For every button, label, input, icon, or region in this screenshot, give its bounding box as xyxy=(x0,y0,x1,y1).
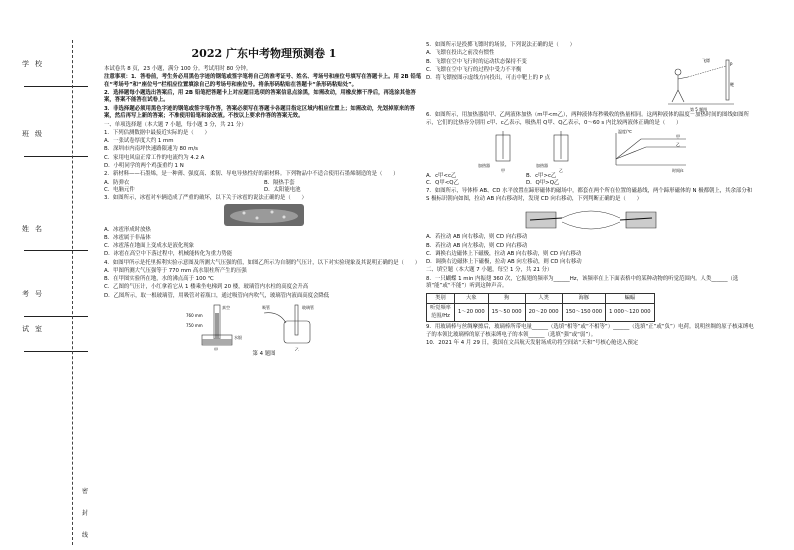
question-3 xyxy=(104,195,424,259)
q2-option-b[interactable]: B．隔热手套 xyxy=(264,179,295,186)
school-line xyxy=(24,86,88,87)
q6-option-d[interactable]: D．Q甲>Q乙 xyxy=(526,180,560,187)
table-cell: 150～150 000 xyxy=(562,304,606,322)
fig4-label-glass-tube: 玻璃管 xyxy=(302,305,314,311)
fig4-label-jia: 甲 xyxy=(214,347,218,352)
right-column xyxy=(426,42,756,348)
barometer-apparatus xyxy=(262,304,314,351)
hail-photo xyxy=(224,204,304,226)
figure-6 xyxy=(476,129,696,173)
q4-option-c[interactable]: C．乙图的气压计，小红拿着它从 1 楼乘坐电梯到 20 楼，玻璃管内水柱的高度会升高 xyxy=(104,284,309,291)
room-label: 试室 xyxy=(22,325,48,333)
q2-stem: 2．新材料——石墨烯，是一种薄、强度高、柔韧、导电导热性好的新材料。下列物品中不适合使用石墨烯制造的是（ ） xyxy=(104,171,399,178)
table-row xyxy=(427,304,655,322)
table-cell: 1～20 000 xyxy=(455,304,489,322)
figure-7 xyxy=(516,204,676,234)
question-10: 10．2021 年 4 月 29 日，我国在文昌航天发射场成功将空间站“天和”号核心舱送入预定 xyxy=(426,340,639,347)
fig5-label-dart: 飞镖 xyxy=(702,58,710,64)
figure-4 xyxy=(164,301,364,351)
table-header-cell: 蝙蝠 xyxy=(606,293,655,303)
q1-option-b[interactable]: B．深圳市内南坪快速路限速为 80 m/s xyxy=(104,146,198,153)
fig4-label-straw: 吸管 xyxy=(262,305,270,311)
q8-stem: 8．一只蝴蝶 1 min 内振翅 360 次，它振翅的频率为______Hz，该频率在上下面表格中的某种动物的听觉范围内。人类______（选填“能”或“不能”）听到这种声音。 xyxy=(426,275,739,290)
q1-option-a[interactable]: A．一张试卷厚度大约 1 mm xyxy=(104,138,174,145)
class-label: 班级 xyxy=(22,130,48,138)
seal-char-3: 线 xyxy=(82,532,89,539)
exam-no-line xyxy=(24,316,88,317)
question-1 xyxy=(104,130,424,171)
name-line xyxy=(24,250,88,251)
binding-strip xyxy=(0,0,100,550)
fig4-caption: 第 4 题图 xyxy=(252,351,276,358)
question-6 xyxy=(426,112,756,188)
question-7 xyxy=(426,188,756,267)
q5-option-a[interactable]: A．飞镖在投出之前没有惯性 xyxy=(426,50,495,57)
table-header-cell: 海豚 xyxy=(562,293,606,303)
q1-option-c[interactable]: C．家用电风扇正常工作的电流约为 4.2 A xyxy=(104,154,205,161)
q7-option-a[interactable]: A．若拉动 AB 向右移动，则 CD 向右移动 xyxy=(426,234,528,241)
section-1-heading: 一、单项选择题（本大题 7 小题，每小题 3 分，共 21 分） xyxy=(104,121,247,128)
seal-char-1: 密 xyxy=(82,488,89,495)
q3-option-c[interactable]: C．冰雹落在地面上变成水是液化现象 xyxy=(104,243,195,250)
magnet-right xyxy=(620,212,656,228)
table-header-cell: 大象 xyxy=(455,293,489,303)
fig5-label-target: 靶 xyxy=(730,82,734,88)
table-row-label: 听觉频率范围/Hz xyxy=(427,304,455,322)
q5-stem: 5．如图所示是投掷飞镖时的场景，下列说法正确的是（ ） xyxy=(426,42,575,48)
notice-2: 2．选择题每小题选出答案后，用 2B 铅笔把答题卡上对应题目选项的答案信息点涂黑，如需改动，用橡皮擦干净后，再选涂其他答案，答案不能答在试卷上。 xyxy=(104,89,416,104)
fig6-x-axis-label: 时间/s xyxy=(672,167,684,173)
table-cell: 15～50 000 xyxy=(488,304,525,322)
q6-option-c[interactable]: C．Q甲<Q乙 xyxy=(426,180,459,187)
notice-3: 3．非选择题必须用黑色字迹的钢笔或签字笔作答，答案必须写在答题卡各题目指定区域内相应位置上；如需改动，先划掉原来的答案，然后再写上新的答案；不准使用铅笔和涂改液。不按以上要求作答的答案无效。 xyxy=(104,105,416,120)
fig6-heater-label-1: 加热器 xyxy=(478,162,490,168)
q6-stem: 6．如图所示，用加热器给甲、乙两液体加热（m甲<m乙），两种液体每秒吸收的热量相同。这两种液体的温度－加热时间的图线如图所示，它们的比热容分别用 c甲、c乙表示，吸热用 Q甲、Q乙表示，0～60 s 内比较两液体正确的是（ ） xyxy=(426,112,750,126)
q4-option-d[interactable]: D．乙图所示，取一根玻璃管，用吸管对着瓶口，通过吸管向内吹气，玻璃管内液面高度会降低 xyxy=(104,292,330,299)
hearing-range-table xyxy=(426,293,655,322)
q3-option-a[interactable]: A．冰雹形成时放热 xyxy=(104,226,151,233)
q6-option-a[interactable]: A．c甲<c乙 xyxy=(426,172,457,179)
q2-option-a[interactable]: A．防弹衣 xyxy=(104,179,130,186)
q5-option-c[interactable]: C．飞镖在空中飞行的过程中受力不平衡 xyxy=(426,66,522,73)
table-cell: 20～20 000 xyxy=(525,304,562,322)
q4-option-b[interactable]: B．在甲图实验所在地，水的沸点高于 100 ℃ xyxy=(104,276,214,283)
section-2-heading: 二、填空题（本大题 7 小题，每空 1 分，共 21 分） xyxy=(426,267,553,274)
question-8 xyxy=(426,276,756,322)
q3-option-d[interactable]: D．冰雹在高空中下落过程中，机械能转化为重力势能 xyxy=(104,251,233,258)
q3-option-b[interactable]: B．冰雹属于非晶体 xyxy=(104,234,151,241)
name-label: 姓名 xyxy=(22,225,48,233)
q5-option-d[interactable]: D．将飞镖按图示虚线方向投出，可击中靶上的 P 点 xyxy=(426,75,551,82)
question-2 xyxy=(104,171,424,195)
fig6-jia-label: 甲 xyxy=(501,167,505,173)
q7-option-d[interactable]: D．调换右边磁体上下磁极，拉动 AB 向左移动，则 CD 向右移动 xyxy=(426,259,582,266)
fig6-line-jia: 甲 xyxy=(676,133,680,139)
heater-setup-jia xyxy=(478,131,510,173)
seal-line xyxy=(72,40,73,545)
fig6-yi-label: 乙 xyxy=(559,167,563,173)
torricelli-apparatus xyxy=(186,304,242,351)
question-5 xyxy=(426,42,756,112)
fig6-line-yi: 乙 xyxy=(676,141,680,147)
table-header-cell: 类别 xyxy=(427,293,455,303)
q7-option-c[interactable]: C．调换右边磁体上下磁极，拉动 AB 向右移动，则 CD 向右移动 xyxy=(426,250,582,257)
question-9: 9．用玻璃棒与丝绸摩擦后，玻璃棒所带电量______（选填“相等”或“不相等”）______（选填“正”或“负”）电荷。说明丝绸的原子核束缚电子的本领比玻璃棒的原子核束缚电子的本领______（选填“强”或“弱”）。 xyxy=(426,324,754,338)
fig4-label-750: 750 mm xyxy=(186,323,203,329)
q6-option-b[interactable]: B．c甲>c乙 xyxy=(526,172,557,179)
fig6-heater-label-2: 加热器 xyxy=(536,162,548,168)
fig6-y-axis-label: 温度/℃ xyxy=(618,128,632,134)
q1-option-d[interactable]: D．小明同学的两个鸡蛋重约 1 N xyxy=(104,163,184,170)
fig4-label-760: 760 mm xyxy=(186,313,203,319)
q4-stem: 4．如图甲所示是托里拆利实验示意图及所测大气压强的值，如图乙所示为自制的气压计，以下对实验现象及其说明正确的是（ ） xyxy=(104,259,421,266)
q5-option-b[interactable]: B．飞镖在空中飞行时的运动状态保持不变 xyxy=(426,58,527,65)
exam-title: 2022 广东中考物理预测卷 1 xyxy=(191,47,337,60)
fig4-label-yi: 乙 xyxy=(295,347,299,352)
seal-char-2: 封 xyxy=(82,510,89,517)
intro-line-1: 本试卷共 8 页，23 小题，满分 100 分。考试用时 80 分钟。 xyxy=(104,65,252,72)
table-header-row xyxy=(427,293,655,303)
temperature-graph xyxy=(616,129,686,173)
left-column xyxy=(104,42,424,360)
room-line xyxy=(24,351,88,352)
exam-no-label: 考号 xyxy=(22,290,48,298)
heater-setup-yi xyxy=(536,131,568,173)
table-header-cell: 狗 xyxy=(488,293,525,303)
table-header-cell: 人类 xyxy=(525,293,562,303)
class-line xyxy=(24,156,88,157)
figure-5 xyxy=(666,50,736,112)
notice-1: 注意事项：1．答卷前，考生务必用黑色字迹的钢笔或签字笔将自己的准考证号、姓名、考场号和座位号填写在答题卡上。用 2B 铅笔在“考场号”和“座位号”栏相应位置填涂自己的考场号和座位号。将条形码粘贴在答题卡“条形码粘贴处”。 xyxy=(104,73,422,88)
q7-option-b[interactable]: B．若拉动 AB 向左移动，则 CD 向右移动 xyxy=(426,242,528,249)
q4-option-a[interactable]: A．甲图所测大气压强等于 770 mm 高水银柱所产生的压强 xyxy=(104,267,247,274)
table-cell: 1 000～120 000 xyxy=(606,304,655,322)
q1-stem: 1．下列估测数据中最接近实际的是（ ） xyxy=(104,129,210,136)
fig4-label-mercury: 水银 xyxy=(234,335,242,341)
q2-option-c[interactable]: C．电脑元件 xyxy=(104,187,135,194)
magnet-left xyxy=(526,212,562,228)
q3-stem: 3．如图所示，冰雹对车辆造成了严重的破坏，以下关于冰雹的说法正确的是（ ） xyxy=(104,194,307,201)
school-label: 学校 xyxy=(22,60,48,68)
fig5-label-p: P xyxy=(730,62,733,68)
q7-stem: 7．如图所示，导体棒 AB、CD 水平放置在蹄形磁体的磁场中，都套在两个所在位置的磁悬线，两个蹄形磁体的 N 极都朝上，其余部分和 S 极标识朝向如图，拉动 AB 向右移动时，发现 CD 向右移动，下列判断正确的是（ ） xyxy=(426,187,753,202)
question-4 xyxy=(104,260,424,359)
fig5-caption: 第 5 题图 xyxy=(690,107,708,113)
fig4-label-vacuum: 真空 xyxy=(222,305,230,311)
q2-option-d[interactable]: D．太阳能电池 xyxy=(264,187,301,194)
